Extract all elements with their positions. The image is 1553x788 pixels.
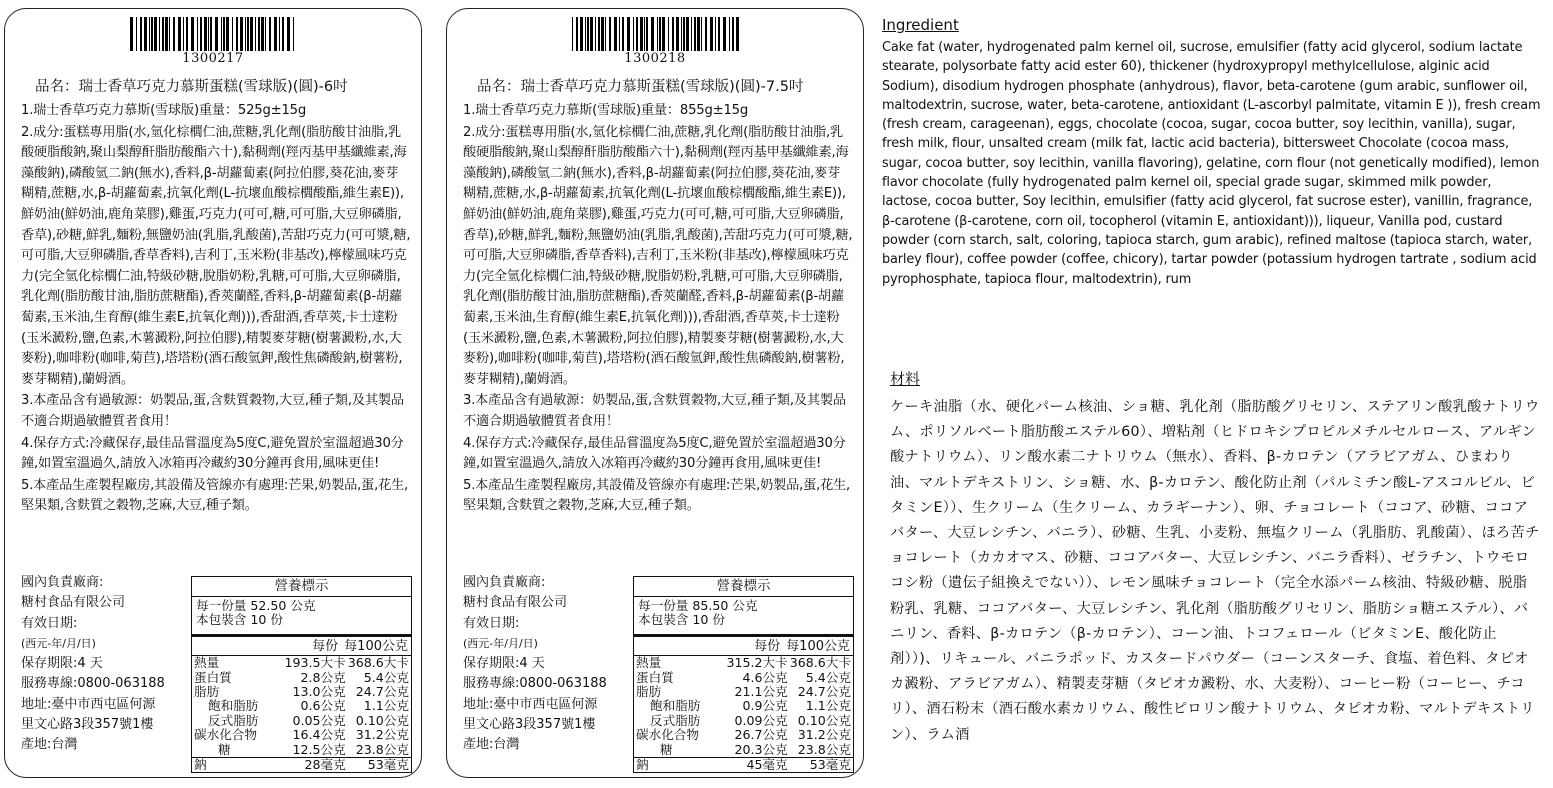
mfr-line: 保存期限:4 天 xyxy=(21,656,103,672)
nutrition-title: 營養標示 xyxy=(192,577,411,597)
per-serving-value: 26.7公克 xyxy=(734,727,788,743)
per-100g-value: 24.7公克 xyxy=(355,684,409,700)
per-serving-value: 193.5大卡 xyxy=(284,655,346,671)
storage-paragraph: 4.保存方式:冷藏保存,最佳品嘗溫度為5度C,避免置於室溫超過30分鐘,如置室溫過久,請放入冰箱再冷藏約30分鐘再食用,風味更佳! xyxy=(463,435,846,472)
nutrition-row xyxy=(634,728,853,742)
nutrition-row xyxy=(192,714,411,728)
per-serving-value: 21.1公克 xyxy=(734,684,788,700)
col-per-100g: 每100公克 xyxy=(344,638,408,654)
product-name: 品名：瑞士香草巧克力慕斯蛋糕(雪球版)(圓)-6吋 xyxy=(35,79,348,95)
serving-size: 每一份量 85.50 公克 xyxy=(638,598,758,613)
per-serving-value: 2.8公克 xyxy=(300,669,346,685)
mfr-line: 國內負責廠商: xyxy=(463,575,546,590)
servings-per-pack: 本包裝含 10 份 xyxy=(196,612,284,628)
mfr-line: (西元-年/月/日) xyxy=(463,636,538,650)
nutrient-name: 蛋白質 xyxy=(194,669,232,685)
nutrient-name: 糖 xyxy=(218,741,231,757)
nutrition-row xyxy=(634,714,853,728)
nutrient-name: 反式脂肪 xyxy=(650,712,701,728)
label-card-6-inch xyxy=(4,8,422,778)
serving-size: 每一份量 52.50 公克 xyxy=(196,598,316,613)
per-100g-value: 368.6大卡 xyxy=(347,655,409,671)
col-per-100g: 每100公克 xyxy=(786,638,850,654)
per-100g-value: 0.10公克 xyxy=(355,712,409,728)
per-serving-value: 4.6公克 xyxy=(742,669,788,685)
ingredient-japanese-text: ケーキ油脂（水、硬化パーム核油、ショ糖、乳化剤（脂肪酸グリセリン、ステアリン酸乳酸ナトリウム、ポリソルベート脂肪酸エステル60）、増粘剤（ヒドロキシプロピルメチルセルロース、アルギン酸ナトリウム）、リン酸水素二ナトリウム（無水）、香料、β-カロテン（アラビアガム、ひまわり油、マルトデキストリン、ショ糖、水、β-カロテン、酸化防止剤（パルミチン酸L-アスコルビル、ビタミンE））、生クリーム（生クリーム、カラギーナン）、卵、チョコレート（ココア、砂糖、ココアバター、大豆レシチン、バニラ）、砂糖、生乳、小麦粉、無塩クリーム（乳脂肪、乳酸菌）、ほろ苦チョコレート（カカオマス、砂糖、ココアバター、大豆レシチン、バニラ香料）、ゼラチン、トウモロコシ粉（遺伝子組換えでない））、レモン風味チョコレート（完全水添パーム核油、特級砂糖、脱脂粉乳、乳糖、ココアバター、大豆レシチン、乳化剤（脂肪酸グリセリン、脂肪ショ糖エステル）、バニリン、香料、β-カロテン（β-カロテン）、コーン油、トコフェロール（ビタミンE、酸化防止剤））)、リキュール、バニラポッド、カスタードパウダー（コーンスターチ、食塩、着色料、タピオカ澱粉、アラビアガム）、精製麦芽糖（タピオカ澱粉、水、大麦粉）、コーヒー粉（コーヒー、チコリ）、酒石粉末（酒石酸水素カリウム、酸性ピロリン酸ナトリウム、タピオカ粉、マルトデキストリン）、ラム酒 xyxy=(890,399,1540,743)
mfr-line: 產地:台灣 xyxy=(21,737,78,753)
nutrient-name: 碳水化合物 xyxy=(636,727,699,743)
weight-line: 1.瑞士香草巧克力慕斯(雪球版)重量：855g±15g xyxy=(463,103,749,118)
per-serving-value: 0.09公克 xyxy=(734,712,788,728)
label-body xyxy=(463,101,853,518)
per-100g-value: 5.4公克 xyxy=(805,669,851,685)
col-per-serving: 每份 xyxy=(754,638,781,654)
nutrition-row xyxy=(634,685,853,699)
per-serving-value: 0.6公克 xyxy=(300,698,346,714)
manufacturer-info xyxy=(463,573,639,756)
allergen-paragraph: 3.本產品含有過敏源：奶製品,蛋,含麩質穀物,大豆,種子類,及其製品不適合期過敏體質者食用！ xyxy=(463,393,846,429)
label-body xyxy=(21,101,411,518)
label-card-7-5-inch xyxy=(446,8,864,778)
mfr-line: 產地:台灣 xyxy=(463,737,520,753)
label-lower-section xyxy=(463,573,853,778)
per-serving-value: 0.05公克 xyxy=(292,712,346,728)
nutrition-row xyxy=(192,728,411,742)
nutrition-facts-table xyxy=(633,576,854,773)
nutrient-name: 糖 xyxy=(660,741,673,757)
per-100g-value: 53毫克 xyxy=(347,758,411,773)
mfr-line: 糖村食品有限公司 xyxy=(463,595,568,611)
servings-per-pack: 本包裝含 10 份 xyxy=(638,612,726,628)
per-100g-value: 23.8公克 xyxy=(355,741,409,757)
storage-paragraph: 4.保存方式:冷藏保存,最佳品嘗溫度為5度C,避免置於室溫超過30分鐘,如置室溫過久,請放入冰箱再冷藏約30分鐘再食用,風味更佳! xyxy=(21,435,404,472)
per-100g-value: 5.4公克 xyxy=(363,669,409,685)
nutrition-serving-info xyxy=(192,597,411,637)
per-100g-value: 24.7公克 xyxy=(797,684,851,700)
ingredient-english-text: Cake fat (water, hydrogenated palm kernel oil, sucrose, emulsifier (fatty acid glycerol, sodium lactate stearate, polysorbate fatty acid ester 60), thickener (hydroxypropyl methylcellulose, alginic acid Sodium), disodium hydrogen phosphate (anhydrous), flavor, beta-carotene (gum arabic, sunflower oil, maltodextrin, sucrose, water, beta-carotene, antioxidant (L-ascorbyl palmitate, vitamin E )), fresh cream (fresh cream, carageenan), eggs, chocolate (cocoa, sugar, cocoa butter, soy lecithin, vanilla), sugar, fresh milk, flour, unsalted cream (milk fat, lactic acid bacteria), bittersweet Chocolate (cocoa mass, sugar, cocoa butter, soy lecithin, vanilla flavoring), gelatine, corn flour (not genetically modified), lemon flavor chocolate (fully hydrogenated palm kernel oil, special grade sugar, skimmed milk powder, lactose, cocoa butter, Soy lecithin, emulsifier (fatty acid glycerol, fat sucrose ester), vanillin, fragrance, β-carotene (β-carotene, corn oil, tocopherol (vitamin E, antioxidant))), liqueur, Vanilla pod, custard powder (corn starch, salt, coloring, tapioca starch, gum arabic), refined maltose (tapioca starch, water, barley flour), coffee powder (coffee, chicory), tartar powder (potassium hydrogen tartrate , sodium acid pyrophosphate, tapioca flour, maltodextrin), rum xyxy=(882,40,1541,287)
per-100g-value: 31.2公克 xyxy=(797,727,851,743)
barcode-number: 1300218 xyxy=(624,51,686,66)
mfr-line: 有效日期: xyxy=(463,615,520,631)
ingredients-paragraph: 2.成分:蛋糕專用脂(水,氫化棕櫚仁油,蔗糖,乳化劑(脂肪酸甘油脂,乳酸硬脂酸鈉,聚山梨醇酐脂肪酸酯六十),黏稠劑(羥丙基甲基纖維素,海藻酸鈉),磷酸氫二鈉(無水),香料,β-胡蘿蔔素(阿拉伯膠,葵花油,麥芽糊精,蔗糖,水,β-胡蘿蔔素,抗氧化劑(L-抗壞血酸棕櫚酸酯,維生素E)),鮮奶油(鮮奶油,鹿角菜膠),雞蛋,巧克力(可可,糖,可可脂,大豆卵磷脂,香草),砂糖,鮮乳,麵粉,無鹽奶油(乳脂,乳酸菌),苦甜巧克力(可可漿,糖,可可脂,大豆卵磷脂,香草香料),吉利丁,玉米粉(非基改),檸檬風味巧克力(完全氫化棕櫚仁油,特級砂糖,脫脂奶粉,乳糖,可可脂,大豆卵磷脂,乳化劑(脂肪酸甘油,脂肪蔗糖酯),香莢蘭醛,香料,β-胡蘿蔔素(β-胡蘿蔔素,玉米油,生育醇(維生素E,抗氧化劑))),香甜酒,香草莢,卡士達粉(玉米澱粉,鹽,色素,木薯澱粉,阿拉伯膠),精製麥芽糖(樹薯澱粉,水,大麥粉),咖啡粉(咖啡,菊苣),塔塔粉(酒石酸氫鉀,酸性焦磷酸鈉,樹薯粉,麥芽糊精),蘭姆酒。 xyxy=(463,124,853,387)
per-serving-value: 28毫克 xyxy=(276,758,347,773)
nutrient-name: 鈉 xyxy=(634,758,718,773)
nutrition-row xyxy=(192,743,411,758)
mfr-line: 有效日期: xyxy=(21,615,78,631)
per-serving-value: 45毫克 xyxy=(718,758,789,773)
per-serving-value: 315.2大卡 xyxy=(726,655,788,671)
nutrition-row xyxy=(634,671,853,685)
mfr-line: 糖村食品有限公司 xyxy=(21,595,126,611)
mfr-line: 里文心路3段357號1樓 xyxy=(463,717,596,733)
nutrition-column-header xyxy=(192,637,411,656)
ingredient-japanese-title: 材料 xyxy=(890,370,921,388)
per-100g-value: 31.2公克 xyxy=(355,727,409,743)
nutrient-name: 鈉 xyxy=(192,758,276,773)
per-serving-value: 20.3公克 xyxy=(734,741,788,757)
per-100g-value: 0.10公克 xyxy=(797,712,851,728)
mfr-line: 服務專線:0800-063188 xyxy=(21,676,165,692)
nutrition-rows xyxy=(192,656,411,772)
nutrition-row xyxy=(192,699,411,713)
nutrition-serving-info xyxy=(634,597,853,637)
mfr-line: 保存期限:4 天 xyxy=(463,656,545,672)
nutrient-name: 碳水化合物 xyxy=(194,727,257,743)
nutrient-name: 蛋白質 xyxy=(636,669,674,685)
nutrient-name: 飽和脂肪 xyxy=(650,698,701,714)
mfr-line: 服務專線:0800-063188 xyxy=(463,676,607,692)
nutrition-row xyxy=(634,758,853,773)
weight-line: 1.瑞士香草巧克力慕斯(雪球版)重量：525g±15g xyxy=(21,103,307,118)
ingredient-japanese-section xyxy=(890,368,1540,748)
nutrition-facts-table xyxy=(191,576,412,773)
per-100g-value: 53毫克 xyxy=(789,758,853,773)
mfr-line: 地址:臺中市西屯區何源 xyxy=(21,696,156,712)
per-100g-value: 1.1公克 xyxy=(363,698,409,714)
mfr-line: 里文心路3段357號1樓 xyxy=(21,717,154,733)
nutrient-name: 脂肪 xyxy=(194,684,220,700)
nutrition-row xyxy=(192,671,411,685)
nutrition-row xyxy=(192,656,411,670)
facility-paragraph: 5.本產品生產製程廠房,其設備及管線亦有處理:芒果,奶製品,蛋,花生,堅果類,含麩質之穀物,芝麻,大豆,種子類。 xyxy=(463,477,851,514)
barcode-graphic xyxy=(128,17,298,51)
nutrition-rows xyxy=(634,656,853,772)
manufacturer-info xyxy=(21,573,197,756)
barcode-graphic xyxy=(570,17,740,51)
mfr-line: 地址:臺中市西屯區何源 xyxy=(463,696,598,712)
mfr-line: 國內負責廠商: xyxy=(21,575,104,590)
nutrition-row xyxy=(634,656,853,670)
per-serving-value: 12.5公克 xyxy=(292,741,346,757)
ingredient-title: Ingredient xyxy=(882,16,959,34)
per-serving-value: 13.0公克 xyxy=(292,684,346,700)
nutrition-row xyxy=(192,758,411,773)
facility-paragraph: 5.本產品生產製程廠房,其設備及管線亦有處理:芒果,奶製品,蛋,花生,堅果類,含麩質之穀物,芝麻,大豆,種子類。 xyxy=(21,477,409,514)
ingredients-paragraph: 2.成分:蛋糕專用脂(水,氫化棕櫚仁油,蔗糖,乳化劑(脂肪酸甘油脂,乳酸硬脂酸鈉,聚山梨醇酐脂肪酸酯六十),黏稠劑(羥丙基甲基纖維素,海藻酸鈉),磷酸氫二鈉(無水),香料,β-胡蘿蔔素(阿拉伯膠,葵花油,麥芽糊精,蔗糖,水,β-胡蘿蔔素,抗氧化劑(L-抗壞血酸棕櫚酸酯,維生素E)),鮮奶油(鮮奶油,鹿角菜膠),雞蛋,巧克力(可可,糖,可可脂,大豆卵磷脂,香草),砂糖,鮮乳,麵粉,無鹽奶油(乳脂,乳酸菌),苦甜巧克力(可可漿,糖,可可脂,大豆卵磷脂,香草香料),吉利丁,玉米粉(非基改),檸檬風味巧克力(完全氫化棕櫚仁油,特級砂糖,脫脂奶粉,乳糖,可可脂,大豆卵磷脂,乳化劑(脂肪酸甘油,脂肪蔗糖酯),香莢蘭醛,香料,β-胡蘿蔔素(β-胡蘿蔔素,玉米油,生育醇(維生素E,抗氧化劑))),香甜酒,香草莢,卡士達粉(玉米澱粉,鹽,色素,木薯澱粉,阿拉伯膠),精製麥芽糖(樹薯澱粉,水,大麥粉),咖啡粉(咖啡,菊苣),塔塔粉(酒石酸氫鉀,酸性焦磷酸鈉,樹薯粉,麥芽糊精),蘭姆酒。 xyxy=(21,124,411,387)
barcode-number: 1300217 xyxy=(182,51,244,66)
per-100g-value: 368.6大卡 xyxy=(789,655,851,671)
per-100g-value: 23.8公克 xyxy=(797,741,851,757)
per-100g-value: 1.1公克 xyxy=(805,698,851,714)
per-serving-value: 0.9公克 xyxy=(742,698,788,714)
col-per-serving: 每份 xyxy=(312,638,339,654)
nutrient-name: 反式脂肪 xyxy=(208,712,259,728)
allergen-paragraph: 3.本產品含有過敏源：奶製品,蛋,含麩質穀物,大豆,種子類,及其製品不適合期過敏體質者食用！ xyxy=(21,393,404,429)
nutrition-column-header xyxy=(634,637,853,656)
mfr-line: (西元-年/月/日) xyxy=(21,636,96,650)
nutrient-name: 熱量 xyxy=(636,655,662,671)
product-name: 品名：瑞士香草巧克力慕斯蛋糕(雪球版)(圓)-7.5吋 xyxy=(477,79,804,95)
nutrient-name: 飽和脂肪 xyxy=(208,698,259,714)
ingredient-english-section xyxy=(882,16,1544,289)
label-lower-section xyxy=(21,573,411,778)
nutrition-title: 營養標示 xyxy=(634,577,853,597)
nutrition-row xyxy=(634,699,853,713)
nutrition-row xyxy=(634,743,853,758)
nutrient-name: 脂肪 xyxy=(636,684,662,700)
nutrition-row xyxy=(192,685,411,699)
per-serving-value: 16.4公克 xyxy=(292,727,346,743)
nutrient-name: 熱量 xyxy=(194,655,220,671)
